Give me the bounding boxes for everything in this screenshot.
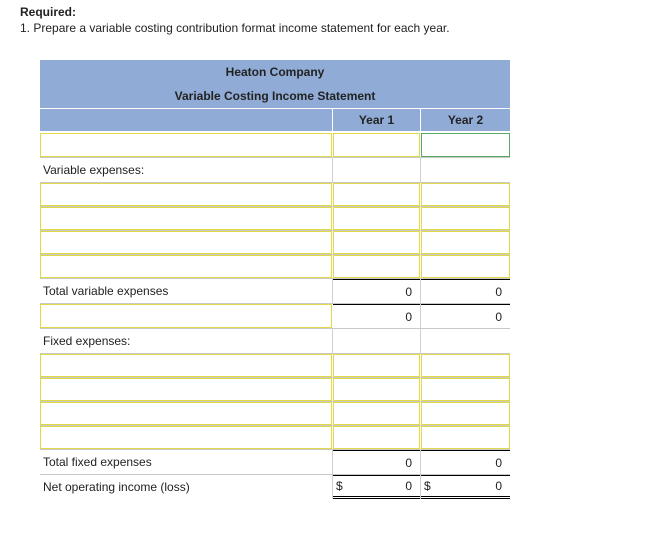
net-income-year2-value: 0 <box>495 479 502 493</box>
fixed-expense-label-input[interactable] <box>40 426 332 449</box>
fixed-expense-year1-input[interactable] <box>333 354 420 377</box>
fixed-expense-year2-input[interactable] <box>421 402 510 425</box>
statement-title: Variable Costing Income Statement <box>174 89 376 103</box>
variable-expenses-label: Variable expenses: <box>43 163 145 177</box>
total-fixed-label: Total fixed expenses <box>43 455 152 469</box>
table-row-total-variable <box>40 279 510 304</box>
net-income-label: Net operating income (loss) <box>43 480 190 494</box>
total-variable-label: Total variable expenses <box>43 284 169 298</box>
column-header-year2: Year 2 <box>421 109 510 131</box>
contribution-label-input[interactable] <box>40 304 332 328</box>
dollar-sign: $ <box>424 479 431 493</box>
table-row-fixed-expenses-heading <box>40 329 510 354</box>
table-row <box>40 231 510 255</box>
total-fixed-year2-value: 0 <box>495 455 502 470</box>
table-row-net-income <box>40 475 510 499</box>
fixed-expense-year2-input[interactable] <box>421 378 510 401</box>
table-row-total-fixed <box>40 450 510 475</box>
total-variable-year1-value: 0 <box>405 284 412 299</box>
statement-header-company <box>40 60 510 84</box>
instruction-text: 1. Prepare a variable costing contribution format income statement for each year. <box>20 21 450 35</box>
variable-expense-label-input[interactable] <box>40 183 332 206</box>
table-row <box>40 378 510 402</box>
fixed-expense-year1-input[interactable] <box>333 426 420 449</box>
table-row-sales <box>40 133 510 158</box>
total-fixed-year1-value: 0 <box>405 455 412 470</box>
table-row <box>40 402 510 426</box>
variable-expense-label-input[interactable] <box>40 231 332 254</box>
company-name: Heaton Company <box>225 65 325 79</box>
table-row-contribution <box>40 304 510 329</box>
table-row-variable-expenses-heading <box>40 158 510 183</box>
required-heading: Required: <box>20 5 77 19</box>
variable-expense-year2-input[interactable] <box>421 183 510 206</box>
fixed-expense-label-input[interactable] <box>40 354 332 377</box>
table-row <box>40 183 510 207</box>
fixed-expense-year1-input[interactable] <box>333 402 420 425</box>
table-row <box>40 207 510 231</box>
net-income-year1-value: 0 <box>405 479 412 493</box>
fixed-expense-year2-input[interactable] <box>421 354 510 377</box>
sales-year2-input[interactable] <box>421 133 510 157</box>
fixed-expense-year2-input[interactable] <box>421 426 510 449</box>
variable-expense-year1-input[interactable] <box>333 207 420 230</box>
fixed-expense-year1-input[interactable] <box>333 378 420 401</box>
variable-expense-year1-input[interactable] <box>333 255 420 278</box>
dollar-sign: $ <box>336 479 343 493</box>
column-header-year1: Year 1 <box>333 109 420 131</box>
variable-expense-year1-input[interactable] <box>333 183 420 206</box>
sales-label-input[interactable] <box>40 133 332 157</box>
sales-year1-input[interactable] <box>333 133 420 157</box>
contribution-year1-value: 0 <box>405 309 412 324</box>
fixed-expenses-label: Fixed expenses: <box>43 334 131 348</box>
table-row <box>40 354 510 378</box>
table-row <box>40 255 510 279</box>
statement-header-title <box>40 84 510 108</box>
variable-expense-label-input[interactable] <box>40 207 332 230</box>
fixed-expense-label-input[interactable] <box>40 402 332 425</box>
variable-expense-year2-input[interactable] <box>421 231 510 254</box>
variable-expense-label-input[interactable] <box>40 255 332 278</box>
total-variable-year2-value: 0 <box>495 284 502 299</box>
variable-expense-year1-input[interactable] <box>333 231 420 254</box>
contribution-year2-value: 0 <box>495 309 502 324</box>
fixed-expense-label-input[interactable] <box>40 378 332 401</box>
variable-expense-year2-input[interactable] <box>421 255 510 278</box>
table-row <box>40 426 510 450</box>
variable-expense-year2-input[interactable] <box>421 207 510 230</box>
